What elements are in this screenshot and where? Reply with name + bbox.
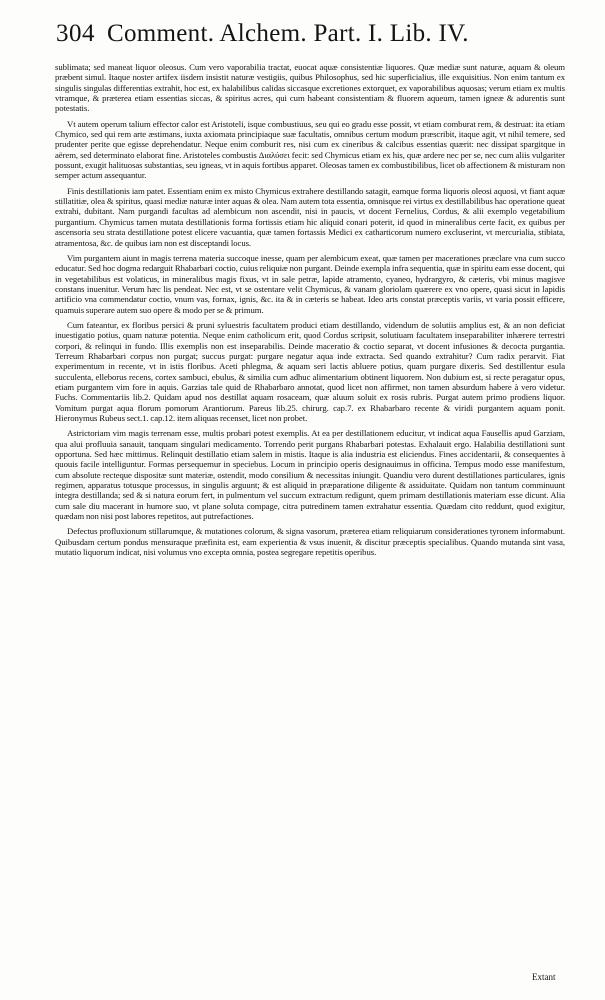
catchword: Extant: [532, 972, 556, 982]
paragraph: Finis destillationis iam patet. Essentiam enim ex misto Chymicus extrahere destillando satagit, eamque forma liquoris oleosi aquosi, vt fiant aquæ stillatitiæ, olea & spiritus, quasi mediæ naturæ inter aquas & olea. Nam autem tota essentia, omnisque rei virtus ex destillabilibus hac operatione queat extrahi, dubitant. Nam purgandi facultas ad alembicum non ascendit, nisi in paucis, vt docent Fernelius, Cordus, & alii exemplo vegetabilium purgantium. Chymicus tamen mutata destillationis forma fortissis etiam hic aliquid conari poterit, id quod in mineralibus certe facit, ex quibus per ascensoria seu strata destillatione potest elicere vacuantia, quæ tamen fortassis Medici ex catharticorum numero excluserint, vt mercurialia, stibiata, atramentosa, &c. de quibus iam non est disceptandi locus.: [55, 185, 565, 248]
paragraph: Vim purgantem aiunt in magis terrena materia succoque inesse, quam per alembicum exeat, quæ tamen per macerationes præclare vna cum succo educatur. Sed hoc dogma redarguit Rhabarbari coctio, cuius reliquiæ non purgant. Deinde exempla infra sequentia, quæ in spiritu eam esse docent, qui in vegetabilibus est volaticus, in mineralibus magis fixus, vt in sale petræ, lapide atramento, cyaneo, hydrargyro, & cæteris, vbi minus magisve constans inuenitur. Verum hæc lis pendeat. Nec est, vt se ostentare velit Chymicus, & vanam gloriolam quærere ex vno opere, quasi sicut in lapidis artificio vna commendatur coctio, vnum vas, fornax, ignis, &c. ita & in cæteris se habeat. Ideo arts constat præceptis variis, vt varia possit efficere, quamuis superare autem suo opere & modo per se & primum.: [55, 252, 565, 315]
running-header: [56, 20, 576, 48]
paragraph: Astrictoriam vim magis terrenam esse, multis probari potest exemplis. At ea per destillationem educitur, vt indicat aqua Fausellis apud Garziam, qua alui profluuia sanauit, tanquam singulari medicamento. Torrendo perit purgans Rhabarbari potestas. Exhalauit ergo. Halabilia destillationi sunt opportuna. Sed hæc mittimus. Relinquit destillatio etiam salem in mistis. Itaque is alia industria est eliciendus. Fines accidentarii, & consequentes à quouis facile intelliguntur. Formas persequemur in speciebus. Locum in principio operis designauimus in officina. Tempus modo esse manifestum, cum absolute recteque dispositæ sunt materiæ, ostendit, modo consilium & necessitas iniungit. Quandiu vero durent destillationes particulares, ignis regimen, apparatus totusque processus, in singulis arguunt; & est aliquid in præparatione diligente & assiduitate. Quidam non tantum comminuunt integra destillanda; sed & si natura eorum fert, in pulmentum vel succum extractum redigunt, quem primam destillationis materiam esse dicunt. Alia cum sale diu macerant in humore suo, vt plane soluta compage, citra putredinem tamen extrahatur essentia. Quædam cito reddunt, quod exigitur, quædam non nisi post labores repetitos, aut putrefactiones.: [55, 428, 565, 522]
paragraph: Cum fateantur, ex floribus persici & pruni syluestris facultatem produci etiam destillando, videndum de solutiis amplius est, & an non deficiat inuestigatio potius, quam naturæ potentia. Neque enim catholicum erit, quod Cordus scripsit, solutiuam facultatem inseparabiliter inhærere terrestri corpori, & relinqui in fundo. Illis exemplis non est inseparabilis. Deinde maceratio & coctio separat, vt docent infusiones & decocta purgantia. Terreum Rhabarbari corpus non purgat; succus purgat: purgare negatur aqua inde extracta. Sed quando extrahitur? Cum radix perarvit. Fiat experimentum in recente, vt in istis floribus. Aceti phlegma, & aquam seri lactis abluere potius, quam purgare dixeris. Sed destillentur esula succulenta, elleborus recens, cortex sambuci, ebulus, & similia cum adhuc alimentarium obtinent liquorem. Non dubium est, si recte peragatur opus, etiam purgantem vim fore in aquis. Garzias tale quid de Rhabarbaro annotat, quod licet non affirmet, non tamen absurdum habere à vero videtur. Fuchs. Commentariis lib.2. Quidam apud nos destillat aquam rosaceam, quæ aluum soluit ex rosis rubris. Purgat autem primo prodiens liquor. Vomitum purgat aqua florum pomorum Arantiorum. Pareus lib.25. chirurg. cap.7. ex Rhabarbaro recente & viridi purgantem aquam ponit. Hieronymus Rubeus sect.1. cap.12. item aliquas recenset, licet non probet.: [55, 319, 565, 423]
paragraph: Defectus profluxionum stillarumque, & mutationes colorum, & signa vasorum, præterea etiam reliquiarum considerationes tyronem informabunt. Quibusdam certum pondus mensuraque præfinita est, eam experientia & vsus inuenit, & discitur præceptis specialibus. Quando mutanda sint vasa, mutatio liquorum indicat, nisi volumus vno excepta omnia, postea segregare repetitis operibus.: [55, 526, 565, 558]
page-number: 304: [56, 20, 95, 47]
text-body: [55, 62, 565, 967]
paragraph: Vt autem operum talium effector calor est Aristoteli, isque combustiuus, seu qui eo gradu esse possit, vt etiam comburat rem, & destruat: ita etiam Chymico, sed qui rem arte æstimans, iuxta axiomata principiaque suæ facultatis, omnibus certum modum præscribit, itaque agit, vt nihil temere, sed prudenter perite que egisse deprehendatur. Neque enim comburit res, nisi cum ex cineribus & calcibus essentias quærit: nec dissipat spargitque in aërem, sed determinato elaborat fine. Aristoteles combustis Διαλύσει fecit: sed Chymicus etiam ex his, quæ ardere nec per se, nec cum aliis vulgariter possunt, exugit halituosas substantias, seu igneas, vt in aquis fortibus apparet. Oleosas tamen ex combustibilibus, licet ob affectionem & misturam non semper actum assequantur.: [55, 118, 565, 181]
running-title: Comment. Alchem. Part. I. Lib. IV.: [107, 20, 469, 47]
paragraph: sublimata; sed maneat liquor oleosus. Cum vero vaporabilia tractat, euocat aquæ consistentiæ liquores. Quæ mediæ sunt naturæ, aquam & oleum præbent simul. Itaque noster artifex iisdem insistit naturæ vestigiis, quibus Philosophus, sed hic superficialius, ille exquisitius. Non enim tantum ex singulis singulas differentias extrahit, hoc est, ex halabilibus calidas siccasque excretiones extorquet, ex vaporabilibus aquosas; verum etiam ex multis vtramque, & præterea etiam essentias siccas, & spiritus acres, qui cum habeant consistentiam & fluorem aqueum, tamen igneæ & adurentis sunt potestatis.: [55, 62, 565, 114]
